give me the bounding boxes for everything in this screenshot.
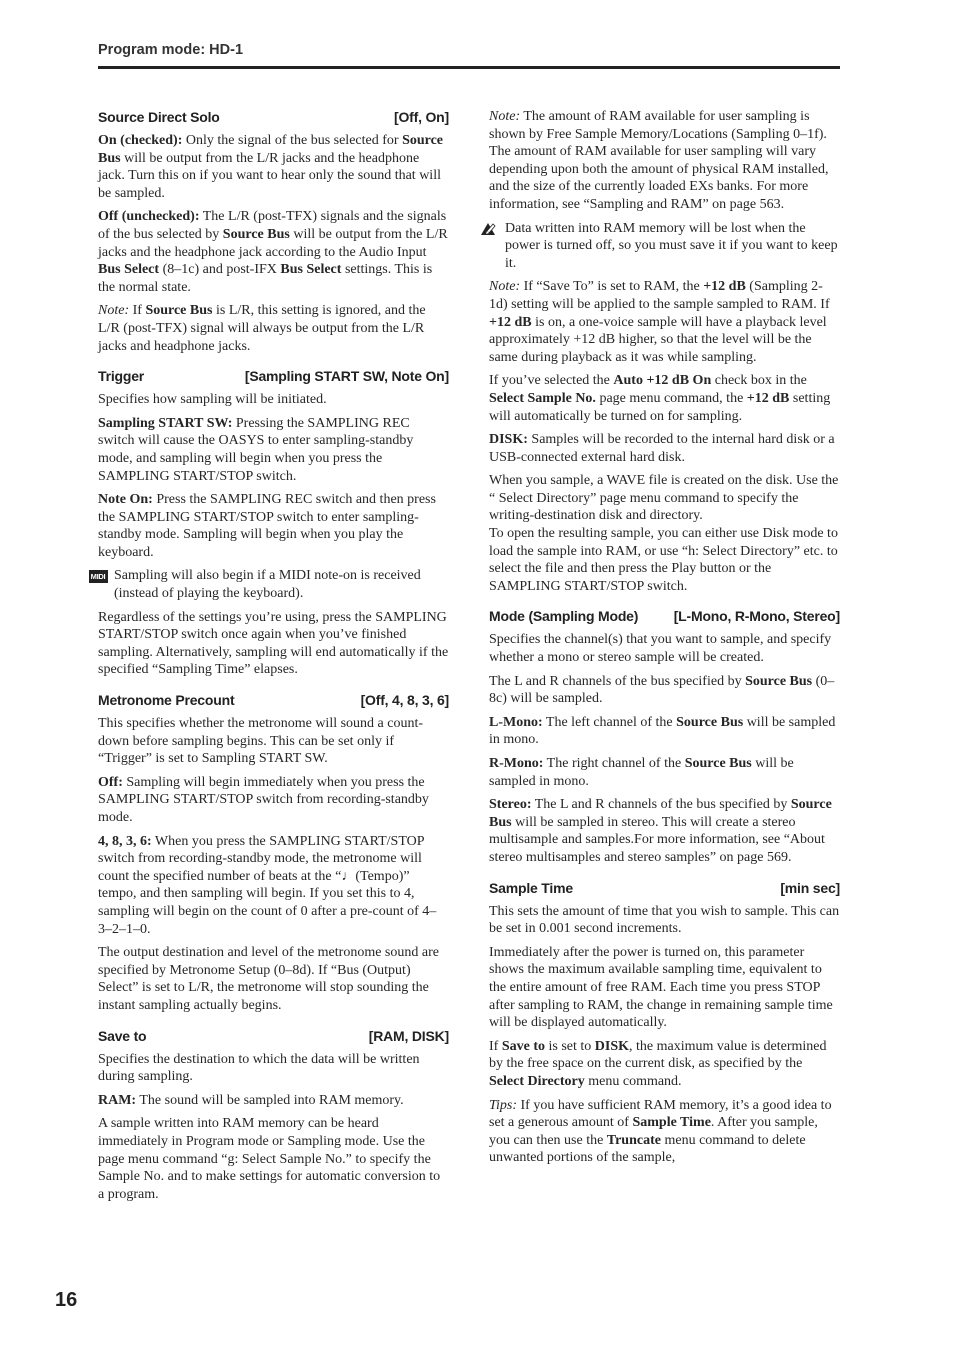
- param-values: [Sampling START SW, Note On]: [244, 368, 449, 385]
- paragraph: Regardless of the settings you’re using, press the SAMPLING START/STOP switch once again when you’ve finished sampling. Alternatively, sampling will end automatically if the specified “Sampling Time” elapses.: [98, 609, 449, 678]
- paragraph: When you sample, a WAVE file is created on the disk. Use the “ Select Directory” page menu command to specify the writing-destination disk and directory.: [489, 473, 839, 524]
- section-heading-mode: [489, 607, 840, 625]
- paragraph: DISK: Samples will be recorded to the internal hard disk or a USB-connected external hard disk.: [489, 432, 835, 465]
- param-name: Metronome Precount: [98, 692, 235, 709]
- midi-icon: MIDI: [88, 569, 108, 583]
- section-heading-trigger: [98, 367, 449, 385]
- paragraph: A sample written into RAM memory can be heard immediately in Program mode or Sampling mode. Use the page menu command “g: Select Sample No.” to specify the Sample No. and to make settings for automatic conversion to a program.: [98, 1116, 441, 1202]
- warning-note-text: Data written into RAM memory will be lost when the power is turned off, so you must save it if you want to keep it.: [505, 220, 838, 271]
- section-heading-source-direct-solo: [98, 108, 449, 126]
- midi-note-text: Sampling will also begin if a MIDI note-on is received (instead of playing the keyboard).: [114, 568, 421, 602]
- tips-paragraph: Tips: If you have sufficient RAM memory, it’s a good idea to set a generous amount of Sample Time. After you sample, you can then use the Truncate menu command to delete unwanted portions of the sample,: [489, 1097, 832, 1166]
- param-name: Trigger: [98, 368, 145, 385]
- left-column: [90, 108, 449, 1209]
- param-name: Sample Time: [489, 879, 573, 896]
- paragraph: L-Mono: The left channel of the Source Bus will be sampled in mono.: [489, 714, 836, 748]
- page-number: 16: [55, 1289, 78, 1311]
- param-values: [Off, 4, 8, 3, 6]: [360, 692, 449, 709]
- param-name: Source Direct Solo: [98, 109, 220, 125]
- paragraph: This specifies whether the metronome will sound a count-down before sampling begins. This can be set only if “Trigger” is set to Sampling START SW.: [98, 716, 424, 767]
- paragraph: Sampling START SW: Pressing the SAMPLING REC switch will cause the OASYS to enter sampling-standby mode, and sampling will begin when you press the SAMPLING START/STOP switch.: [98, 415, 414, 484]
- warning-note: [489, 220, 840, 273]
- midi-note: [90, 567, 449, 602]
- paragraph: This sets the amount of time that you wish to sample. This can be set in 0.001 second increments.: [489, 903, 840, 937]
- paragraph: RAM: The sound will be sampled into RAM memory.: [98, 1092, 404, 1108]
- paragraph: Specifies how sampling will be initiated.: [98, 392, 327, 408]
- paragraph: R-Mono: The right channel of the Source Bus will be sampled in mono.: [489, 756, 794, 789]
- paragraph: 4, 8, 3, 6: When you press the SAMPLING START/STOP switch from recording-standby mode, the metronome will count the specified number of beats at the “♩(Tempo)” tempo, and then sampling will begin. If you set this to 4, sampling will begin on the count of 0 after a pre-count of 4–3–2–1–0.: [98, 833, 437, 937]
- note-paragraph: Note: If Source Bus is L/R, this setting is ignored, and the L/R (post-TFX) signal will always be output from the L/R jacks and headphone jacks.: [98, 303, 426, 354]
- param-values: [L-Mono, R-Mono, Stereo]: [673, 608, 840, 625]
- header-rule: [98, 66, 840, 69]
- param-name: Save to: [98, 1027, 147, 1044]
- paragraph: To open the resulting sample, you can either use Disk mode to load the sample into RAM, or use “h: Select Directory” etc. to select the file and then press the Play button or the SAMPLING START/STOP switch.: [489, 526, 838, 594]
- param-name: Mode (Sampling Mode): [489, 608, 639, 625]
- paragraph: Specifies the channel(s) that you want to sample, and specify whether a mono or stereo sample will be created.: [489, 632, 832, 666]
- paragraph: Off (unchecked): The L/R (post-TFX) signals and the signals of the bus selected by Source Bus will be output from the L/R jacks and the headphone jack according to the Audio Input Bus Select (8–1c) and post-IFX Bus Select settings. This is the normal state.: [98, 209, 448, 295]
- paragraph: If Save to is set to DISK, the maximum value is determined by the free space on the current disk, as specified by the Select Directory menu command.: [489, 1038, 827, 1089]
- param-values: [RAM, DISK]: [368, 1027, 449, 1044]
- paragraph: Specifies the destination to which the data will be written during sampling.: [98, 1051, 420, 1085]
- paragraph: Stereo: The L and R channels of the bus specified by Source Bus will be sampled in stereo. This will create a stereo multisample and samples.For more information, see “About stereo multisamples and stereo samples” on page 569.: [489, 797, 832, 865]
- right-column: [489, 108, 840, 1173]
- param-values: [Off, On]: [394, 109, 449, 125]
- section-heading-metronome-precount: [98, 691, 449, 709]
- paragraph: Off: Sampling will begin immediately when you press the SAMPLING START/STOP switch from recording-standby mode.: [98, 774, 429, 825]
- warning-icon: [479, 222, 499, 236]
- section-heading-save-to: [98, 1027, 449, 1045]
- page-header-title: Program mode: HD-1: [98, 42, 244, 58]
- param-values: [min sec]: [780, 879, 840, 896]
- paragraph: The output destination and level of the metronome sound are specified by Metronome Setup (0–8d). If “Bus (Output) Select” is set to L/R, the metronome will stop sounding the instant sampling actually begins.: [98, 945, 439, 1013]
- paragraph: Immediately after the power is turned on, this parameter shows the maximum available sampling time, equivalent to the entire amount of free RAM. Each time you press STOP after sampling to RAM, the change in remaining sample time will be displayed automatically.: [489, 944, 833, 1031]
- section-heading-sample-time: [489, 879, 840, 897]
- paragraph: On (checked): Only the signal of the bus selected for Source Bus will be output from the L/R jacks and the headphone jack. Turn this on if you want to hear only the sound that will be sampled.: [98, 133, 444, 201]
- paragraph: Note On: Press the SAMPLING REC switch and then press the SAMPLING START/STOP switch to enter sampling-standby mode. Sampling will begin when you play the keyboard.: [98, 492, 436, 560]
- note-paragraph: Note: If “Save To” is set to RAM, the +12 dB (Sampling 2-1d) setting will be applied to the sample sampled to RAM. If +12 dB is on, a one-voice sample will have a playback level approximately +12 dB higher, so that the level will be the same during playback as it was while sampling.: [489, 279, 830, 365]
- paragraph: If you’ve selected the Auto +12 dB On check box in the Select Sample No. page menu command, the +12 dB setting will automatically be turned on for sampling.: [489, 373, 831, 424]
- paragraph: The L and R channels of the bus specified by Source Bus (0–8c) will be sampled.: [489, 673, 835, 707]
- note-paragraph: Note: The amount of RAM available for user sampling is shown by Free Sample Memory/Locations (Sampling 0–1f). The amount of RAM available for user sampling will vary depending upon both the amount of physical RAM installed, and the size of the currently loaded EXs banks. For more information, see “Sampling and RAM” on page 563.: [489, 109, 829, 212]
